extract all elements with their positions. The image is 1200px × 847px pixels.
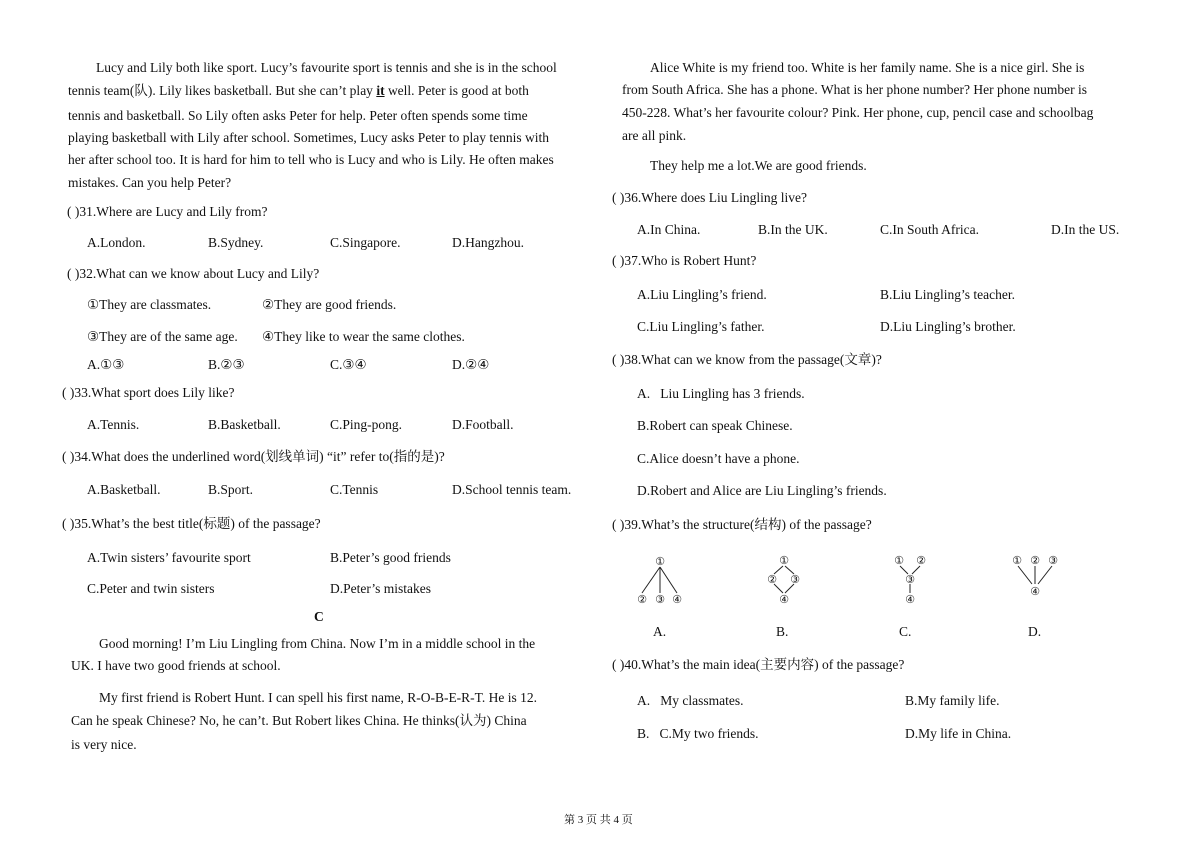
- question-stem: ( )37.Who is Robert Hunt?: [612, 253, 757, 268]
- option-d[interactable]: D.Robert and Alice are Liu Lingling’s friends.: [637, 483, 887, 498]
- passage-line: playing basketball with Lily after school. Sometimes, Lucy asks Peter to play tennis with: [68, 130, 550, 145]
- passage-line: Lucy and Lily both like sport. Lucy’s favourite sport is tennis and she is in the school: [96, 60, 557, 75]
- option-b[interactable]: B.Sport.: [208, 482, 254, 497]
- question-stem: ( )36.Where does Liu Lingling live?: [612, 190, 807, 205]
- question-stem: ( )33.What sport does Lily like?: [62, 385, 235, 400]
- option-d[interactable]: D.: [1028, 624, 1042, 639]
- passage-line: mistakes. Can you help Peter?: [68, 175, 232, 190]
- option-b[interactable]: B.Basketball.: [208, 417, 281, 432]
- passage-line: Good morning! I’m Liu Lingling from China. Now I’m in a middle school in the: [99, 636, 536, 651]
- option-a[interactable]: A. Liu Lingling has 3 friends.: [637, 386, 805, 401]
- node-2: ②: [767, 573, 777, 586]
- passage-text: tennis team(队). Lily likes basketball. But she can’t play: [68, 83, 377, 98]
- node-4: ④: [1030, 585, 1040, 598]
- passage-line: tennis and basketball. So Lily often asks Peter for help. Peter often spends some time: [68, 108, 528, 123]
- option-c[interactable]: B. C.My two friends.: [637, 726, 759, 741]
- node-3: ③: [905, 573, 915, 586]
- passage-line: her after school too. It is hard for him to tell who is Lucy and who is Lily. He often makes: [68, 152, 554, 167]
- option-d[interactable]: D.Hangzhou.: [452, 235, 524, 250]
- node-2: ②: [916, 554, 926, 567]
- option-a[interactable]: A.①③: [87, 357, 125, 372]
- option-c[interactable]: C.Peter and twin sisters: [87, 581, 215, 596]
- node-1: ①: [894, 554, 904, 567]
- statement-1: ①They are classmates.: [87, 297, 212, 312]
- option-b[interactable]: B.: [776, 624, 789, 639]
- option-b[interactable]: B.Sydney.: [208, 235, 264, 250]
- question-stem: ( )39.What’s the structure(结构) of the passage?: [612, 517, 872, 532]
- question-stem: ( )40.What’s the main idea(主要内容) of the passage?: [612, 657, 905, 672]
- option-b[interactable]: B.Liu Lingling’s teacher.: [880, 287, 1015, 302]
- option-a[interactable]: A.Twin sisters’ favourite sport: [87, 550, 251, 565]
- underlined-word-it: it: [376, 83, 385, 98]
- passage-line: Alice White is my friend too. White is her family name. She is a nice girl. She is: [650, 60, 1085, 75]
- structure-diagram-c: [888, 552, 932, 610]
- option-a[interactable]: A.Liu Lingling’s friend.: [637, 287, 767, 302]
- option-a[interactable]: A.In China.: [637, 222, 701, 237]
- node-1: ①: [1012, 554, 1022, 567]
- statement-3: ③They are of the same age.: [87, 329, 238, 344]
- option-c[interactable]: C.Tennis: [330, 482, 379, 497]
- question-stem: ( )34.What does the underlined word(划线单词) “it” refer to(指的是)?: [62, 449, 445, 464]
- statement-2: ②They are good friends.: [262, 297, 397, 312]
- option-b[interactable]: B.Peter’s good friends: [330, 550, 451, 565]
- structure-diagram-b: [762, 552, 806, 610]
- option-c[interactable]: C.In South Africa.: [880, 222, 979, 237]
- node-3: ③: [655, 593, 665, 606]
- option-d[interactable]: D.Peter’s mistakes: [330, 581, 431, 596]
- node-1: ①: [779, 554, 789, 567]
- option-c[interactable]: C.③④: [330, 357, 367, 372]
- node-3: ③: [1048, 554, 1058, 567]
- passage-line: UK. I have two good friends at school.: [71, 658, 281, 673]
- option-d[interactable]: D.Football.: [452, 417, 514, 432]
- option-a[interactable]: A.Basketball.: [87, 482, 161, 497]
- option-c[interactable]: C.Ping-pong.: [330, 417, 403, 432]
- statement-4: ④They like to wear the same clothes.: [262, 329, 465, 344]
- question-stem: ( )31.Where are Lucy and Lily from?: [67, 204, 268, 219]
- node-4: ④: [779, 593, 789, 606]
- node-2: ②: [637, 593, 647, 606]
- option-c[interactable]: C.: [899, 624, 912, 639]
- node-1: ①: [655, 555, 665, 568]
- passage-line: Can he speak Chinese? No, he can’t. But Robert likes China. He thinks(认为) China: [71, 713, 527, 728]
- option-a[interactable]: A.: [653, 624, 667, 639]
- question-stem: ( )35.What’s the best title(标题) of the passage?: [62, 516, 321, 531]
- passage-line: They help me a lot.We are good friends.: [650, 158, 867, 173]
- option-d[interactable]: D.School tennis team.: [452, 482, 572, 497]
- page-footer: 第 3 页 共 4 页: [564, 814, 633, 826]
- passage-line: from South Africa. She has a phone. What is her phone number? Her phone number is: [622, 82, 1088, 97]
- option-a[interactable]: A.London.: [87, 235, 146, 250]
- option-d[interactable]: D.Liu Lingling’s brother.: [880, 319, 1016, 334]
- option-a[interactable]: A.Tennis.: [87, 417, 140, 432]
- node-3: ③: [790, 573, 800, 586]
- option-d[interactable]: D.My life in China.: [905, 726, 1012, 741]
- option-b[interactable]: B.②③: [208, 357, 245, 372]
- option-b[interactable]: B.My family life.: [905, 693, 1000, 708]
- passage-line: [68, 82, 529, 100]
- option-a[interactable]: A. My classmates.: [637, 693, 744, 708]
- section-heading: C: [314, 609, 324, 624]
- option-c[interactable]: C.Liu Lingling’s father.: [637, 319, 765, 334]
- structure-diagram-a: [632, 552, 688, 610]
- option-b[interactable]: B.In the UK.: [758, 222, 828, 237]
- option-b[interactable]: B.Robert can speak Chinese.: [637, 418, 793, 433]
- passage-line: My first friend is Robert Hunt. I can spell his first name, R-O-B-E-R-T. He is 12.: [99, 690, 538, 705]
- passage-text: well. Peter is good at both: [384, 83, 529, 98]
- passage-line: is very nice.: [71, 737, 137, 752]
- passage-line: 450-228. What’s her favourite colour? Pink. Her phone, cup, pencil case and schoolbag: [622, 105, 1094, 120]
- option-c[interactable]: C.Alice doesn’t have a phone.: [637, 451, 800, 466]
- option-d[interactable]: D.In the US.: [1051, 222, 1120, 237]
- option-c[interactable]: C.Singapore.: [330, 235, 401, 250]
- question-stem: ( )38.What can we know from the passage(文章)?: [612, 352, 882, 367]
- option-d[interactable]: D.②④: [452, 357, 490, 372]
- passage-line: are all pink.: [622, 128, 687, 143]
- node-4: ④: [672, 593, 682, 606]
- structure-diagram-d: [1008, 552, 1064, 600]
- question-stem: ( )32.What can we know about Lucy and Lily?: [67, 266, 320, 281]
- node-4: ④: [905, 593, 915, 606]
- node-2: ②: [1030, 554, 1040, 567]
